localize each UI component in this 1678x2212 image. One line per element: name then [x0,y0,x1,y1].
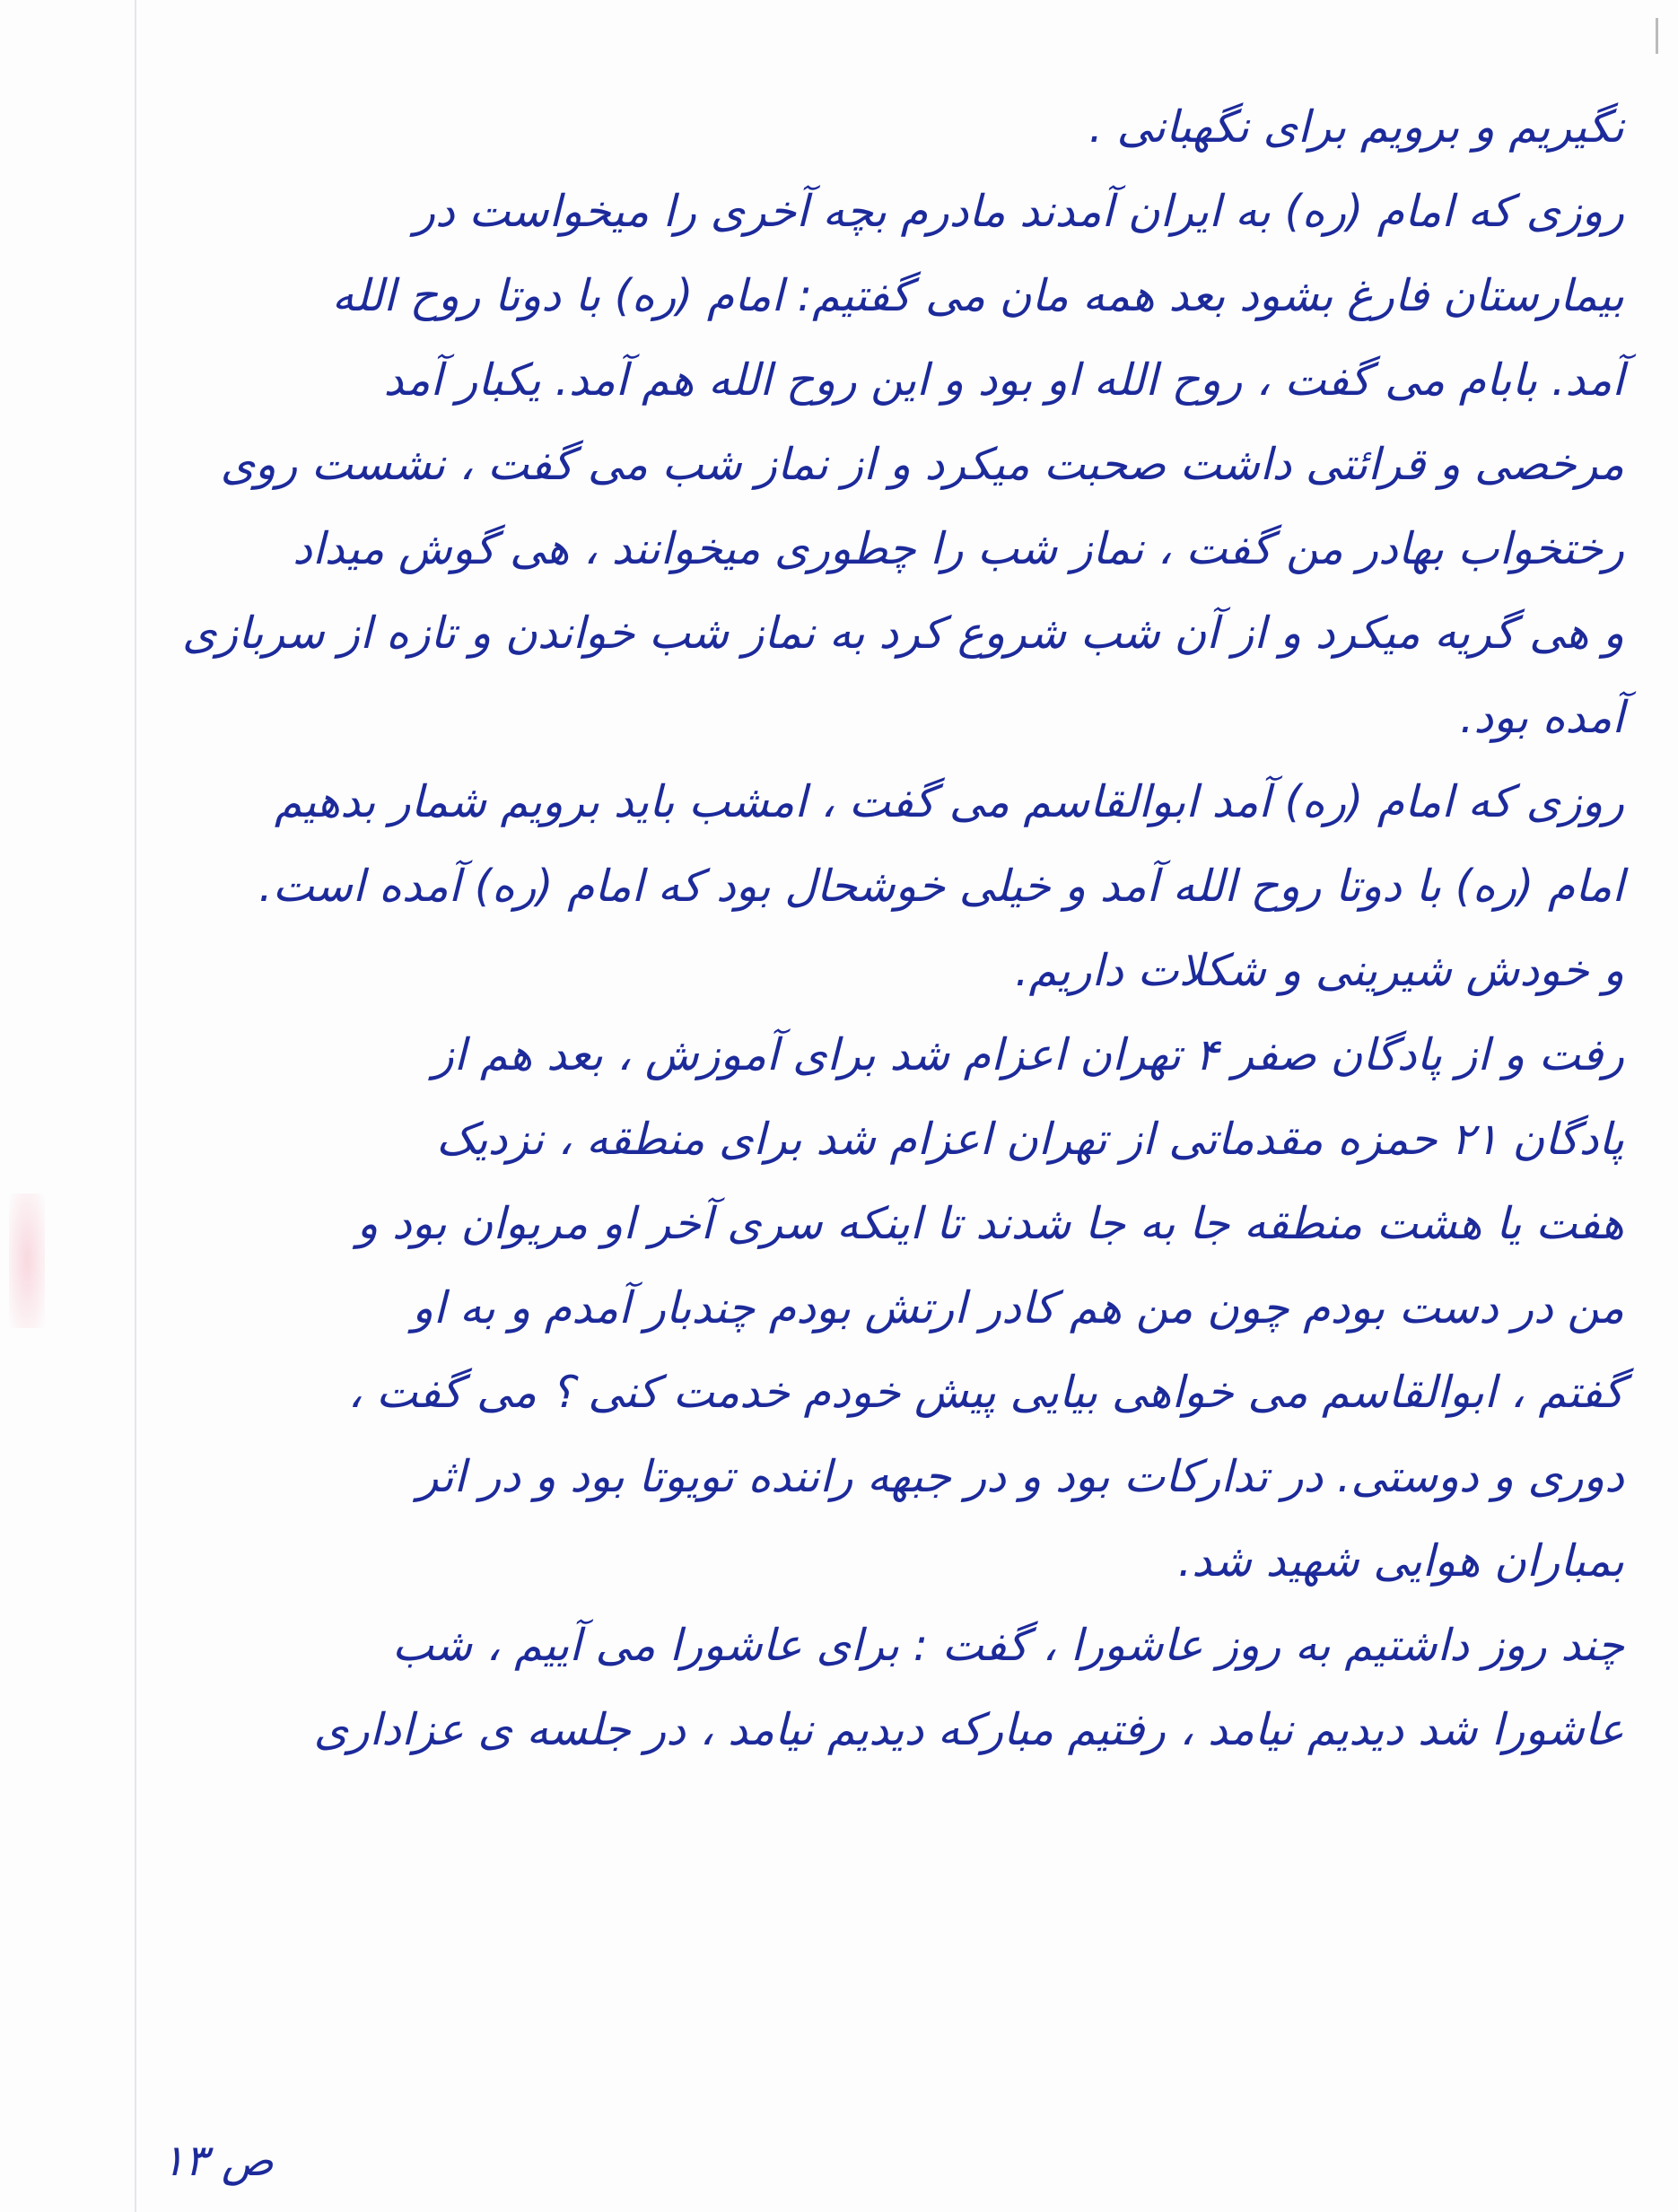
scan-edge-mark [1656,18,1658,54]
text-line: و هی گریه میکرد و از آن شب شروع کرد به نماز شب خواندن و تازه از سربازی [182,608,1624,659]
text-line: روزی که امام (ره) به ایران آمدند مادرم بچه آخری را میخواست در [414,186,1624,237]
text-line: دوری و دوستی. در تدارکات بود و در جبهه راننده تویوتا بود و در اثر [416,1451,1624,1502]
text-line: روزی که امام (ره) آمد ابوالقاسم می گفت ، امشب باید برویم شمار بدهیم [274,776,1624,827]
text-line: من در دست بودم چون من هم کادر ارتش بودم چندبار آمدم و به او [412,1282,1624,1333]
text-line: رختخواب بهادر من گفت ، نماز شب را چطوری میخوانند ، هی گوش میداد [293,523,1624,574]
ink-smudge [9,1193,45,1328]
text-line: هفت یا هشت منطقه جا به جا شدند تا اینکه سری آخر او مریوان بود و [356,1198,1624,1249]
text-line: امام (ره) با دوتا روح الله آمد و خیلی خوشحال بود که امام (ره) آمده است. [258,861,1624,912]
page-number: ص ۱۳ [162,2136,274,2186]
text-line: و خودش شیرینی و شکلات داریم. [1015,945,1624,996]
text-line: مرخصی و قرائتی داشت صحبت میکرد و از نماز شب می گفت ، نشست روی [220,439,1624,490]
text-line: آمد. بابام می گفت ، روح الله او بود و این روح الله هم آمد. یکبار آمد [383,354,1624,406]
handwritten-text-block [135,85,1624,1772]
text-line: پادگان ۲۱ حمزه مقدماتی از تهران اعزام شد برای منطقه ، نزدیک [436,1114,1624,1165]
text-line: بمباران هوایی شهید شد. [1177,1535,1624,1587]
text-line: رفت و از پادگان صفر ۴ تهران اعزام شد برای آموزش ، بعد هم از [433,1029,1624,1080]
text-line: نگیریم و برویم برای نگهبانی . [1088,101,1624,153]
text-line: بیمارستان فارغ بشود بعد همه مان می گفتیم: امام (ره) با دوتا روح الله [331,270,1624,321]
text-line: چند روز داشتیم به روز عاشورا ، گفت : برای عاشورا می آییم ، شب [392,1620,1624,1671]
text-line: گفتم ، ابوالقاسم می خواهی بیایی پیش خودم خدمت کنی ؟ می گفت ، [347,1367,1624,1418]
text-line: عاشورا شد دیدیم نیامد ، رفتیم مبارکه دیدیم نیامد ، در جلسه ی عزاداری [313,1704,1624,1755]
text-line: آمده بود. [1459,692,1624,743]
